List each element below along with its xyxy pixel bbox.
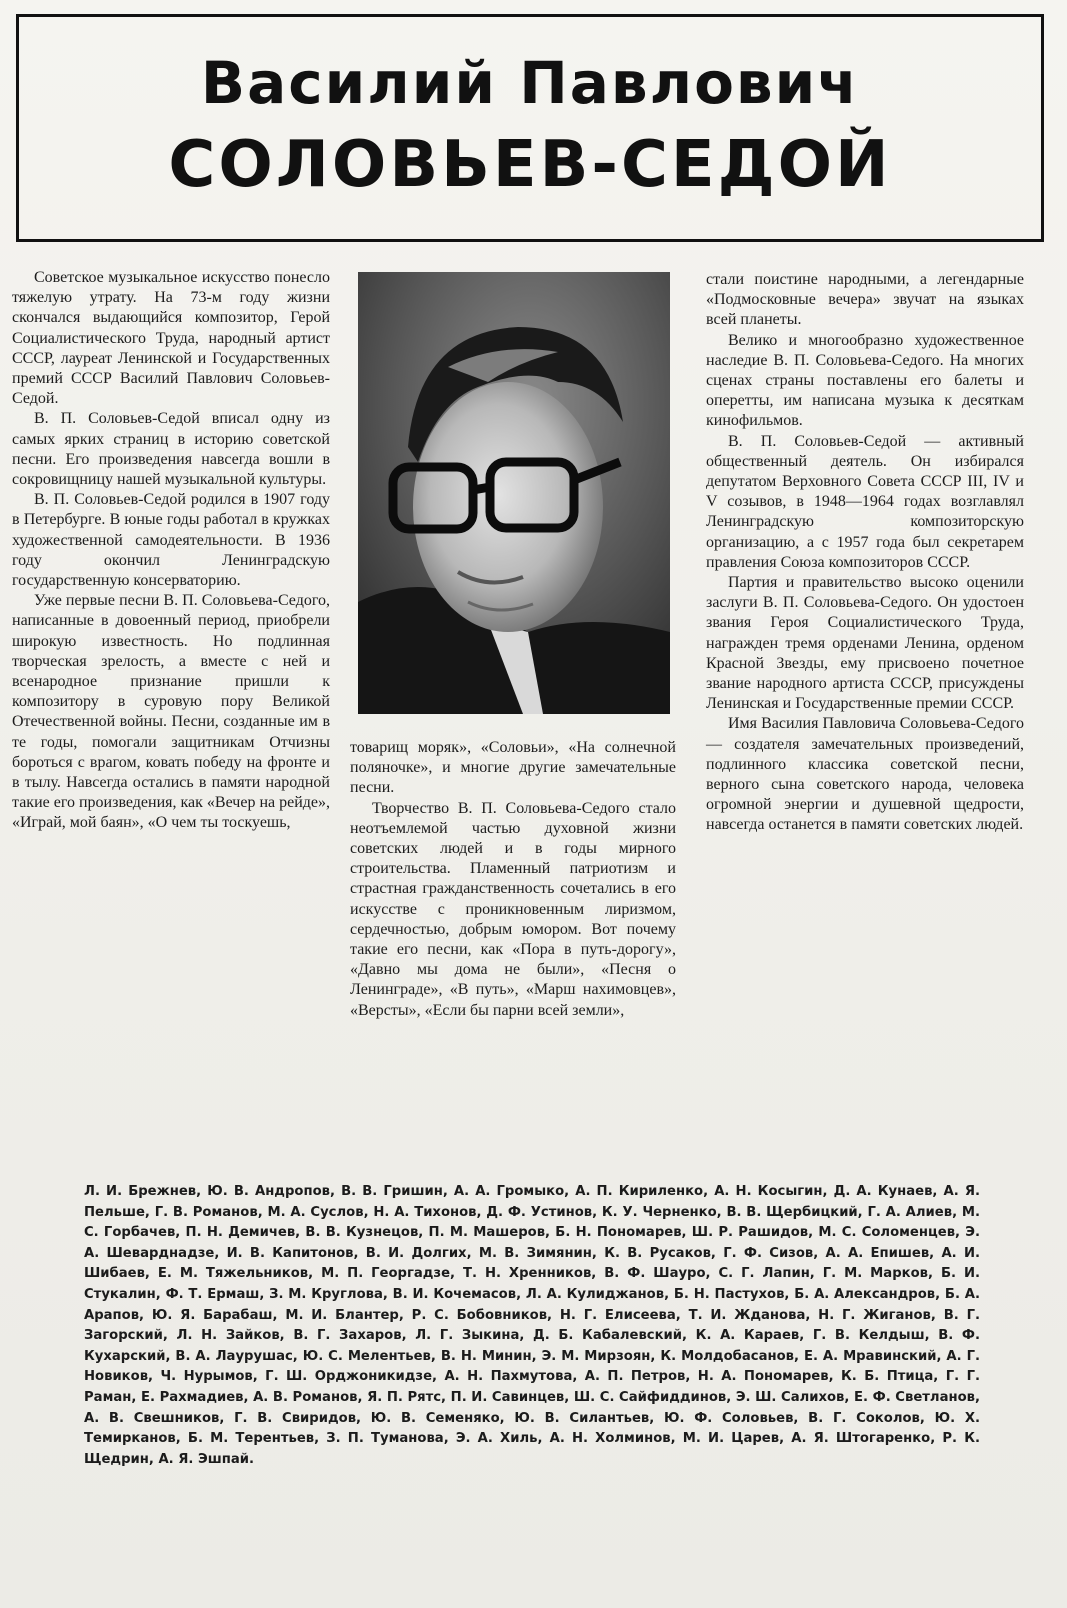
article-column-middle [350,738,676,1021]
signatures-list: Л. И. Брежнев, Ю. В. Андропов, В. В. Гришин, А. А. Громыко, А. П. Кириленко, А. Н. Косыгин, Д. А. Кунаев, А. Я. Пельше, Г. В. Романов, М. А. Суслов, Н. А. Тихонов, Д. Ф. Устинов, К. У. Черненко, В. В. Щербицкий, Г. А. Алиев, М. С. Горбачев, П. Н. Демичев, В. В. Кузнецов, П. М. Машеров, Б. Н. Пономарев, Ш. Р. Рашидов, М. С. Соломенцев, Э. А. Шеварднадзе, И. В. Капитонов, В. И. Долгих, М. В. Зимянин, К. В. Русаков, Г. Ф. Сизов, А. А. Епишев, А. И. Шибаев, Е. М. Тяжельников, М. П. Георгадзе, Т. Н. Хренников, В. Ф. Шауро, С. Г. Лапин, Г. М. Марков, Б. И. Стукалин, Ф. Т. Ермаш, З. М. Круглова, В. И. Кочемасов, Л. А. Кулиджанов, Б. Н. Пастухов, Б. А. Александров, Б. А. Арапов, Ю. Я. Барабаш, М. И. Блантер, Р. С. Бобовников, Н. Г. Елисеева, Т. И. Жданова, Н. Г. Жиганов, В. Г. Загорский, Л. Н. Зайков, В. Г. Захаров, Л. Г. Зыкина, Д. Б. Кабалевский, К. А. Караев, Г. В. Келдыш, В. Ф. Кухарский, В. А. Лаурушас, Ю. С. Мелентьев, В. Н. Минин, Э. М. Мирзоян, К. Молдобасанов, Е. А. Мравинский, А. Г. Новиков, Ч. Нурымов, Г. Ш. Орджоникидзе, А. Н. Пахмутова, А. П. Петров, Н. А. Пономарев, К. Б. Птица, Г. Г. Раман, Е. Рахмадиев, А. В. Романов, Я. П. Рятс, П. И. Савинцев, Ш. С. Сайфиддинов, Э. Ш. Салихов, Е. Ф. Светланов, А. В. Свешников, Г. В. Свиридов, Ю. В. Семеняко, Ю. В. Силантьев, Ю. Ф. Соловьев, В. Г. Соколов, Ю. Х. Темирканов, Б. М. Терентьев, З. П. Туманова, Э. А. Хиль, А. Н. Холминов, М. И. Царев, А. Я. Штогаренко, Р. К. Щедрин, А. Я. Эшпай. [84,1184,980,1467]
headline-surname: СОЛОВЬЕВ-СЕДОЙ [168,128,892,202]
article-paragraph: стали поистине народными, а легендарные «Подмосковные вечера» звучат на языках всей планеты. [706,271,1024,329]
portrait-photo [358,272,670,714]
article-paragraph: В. П. Соловьев-Седой — активный общественный деятель. Он избирался депутатом Верховного Совета СССР III, IV и V созывов, в 1948—1964 годах возглавлял Ленинградскую композиторскую организацию, а с 1957 года был секретарем правления Союза композиторов СССР. [706,432,1024,571]
article-column-left [12,268,330,834]
article-column-right [706,270,1024,836]
headline-box [16,14,1044,242]
article-paragraph: В. П. Соловьев-Седой вписал одну из самых ярких страниц в историю советской песни. Его произведения навсегда вошли в сокровищницу нашей музыкальной культуры. [12,410,330,489]
article-paragraph: Имя Василия Павловича Соловьева-Седого — создателя замечательных произведений, подлинного классика советской песни, верного сына советского народа, человека огромной энергии и душевной щедрости, навсегда останется в памяти советских людей. [706,715,1024,834]
article-paragraph: Творчество В. П. Соловьева-Седого стало неотъемлемой частью духовной жизни советских людей и в годы мирного строительства. Пламенный патриотизм и страстная гражданственность сочетались в его искусстве с проникновенным лиризмом, сердечностью, добрым юмором. Вот почему такие его песни, как «Пора в путь-дорогу», «Давно мы дома не были», «Песня о Ленинграде», «В путь», «Марш нахимовцев», «Версты», «Если бы парни всей земли», [350,799,676,1019]
article-paragraph: Партия и правительство высоко оценили заслуги В. П. Соловьева-Седого. Он удостоен звания Героя Социалистического Труда, награжден тремя орденами Ленина, орденом Красной Звезды, ему присвоено почетное звание народного артиста СССР, присуждены Ленинская и Государственные премии СССР. [706,574,1024,713]
article-paragraph: Советское музыкальное искусство понесло тяжелую утрату. На 73-м году жизни скончался выдающийся композитор, Герой Социалистического Труда, народный артист СССР, лауреат Ленинской и Государственных премий СССР Василий Павлович Соловьев-Седой. [12,269,330,408]
portrait-illustration [358,272,670,714]
article-paragraph: товарищ моряк», «Соловьи», «На солнечной поляночке», и многие другие замечательные песни. [350,739,676,797]
article-paragraph: Велико и многообразно художественное наследие В. П. Соловьева-Седого. На многих сценах страны поставлены его балеты и оперетты, им написана музыка к десяткам кинофильмов. [706,331,1024,430]
article-paragraph: В. П. Соловьев-Седой родился в 1907 году в Петербурге. В юные годы работал в кружках художественной самодеятельности. В 1936 году окончил Ленинградскую государственную консерваторию. [12,491,330,590]
article-paragraph: Уже первые песни В. П. Соловьева-Седого, написанные в довоенный период, приобрели широкую известность. Но подлинная творческая зрелость, а вместе с ней и всенародное признание пришли к композитору в суровую пору Великой Отечественной войны. Песни, созданные им в те годы, помогали защитникам Отчизны бороться с врагом, ковать победу на фронте и в тылу. Навсегда остались в памяти народной такие его произведения, как «Вечер на рейде», «Играй, мой баян», «О чем ты тоскуешь, [12,592,331,832]
headline-name: Василий Павлович [200,49,860,117]
